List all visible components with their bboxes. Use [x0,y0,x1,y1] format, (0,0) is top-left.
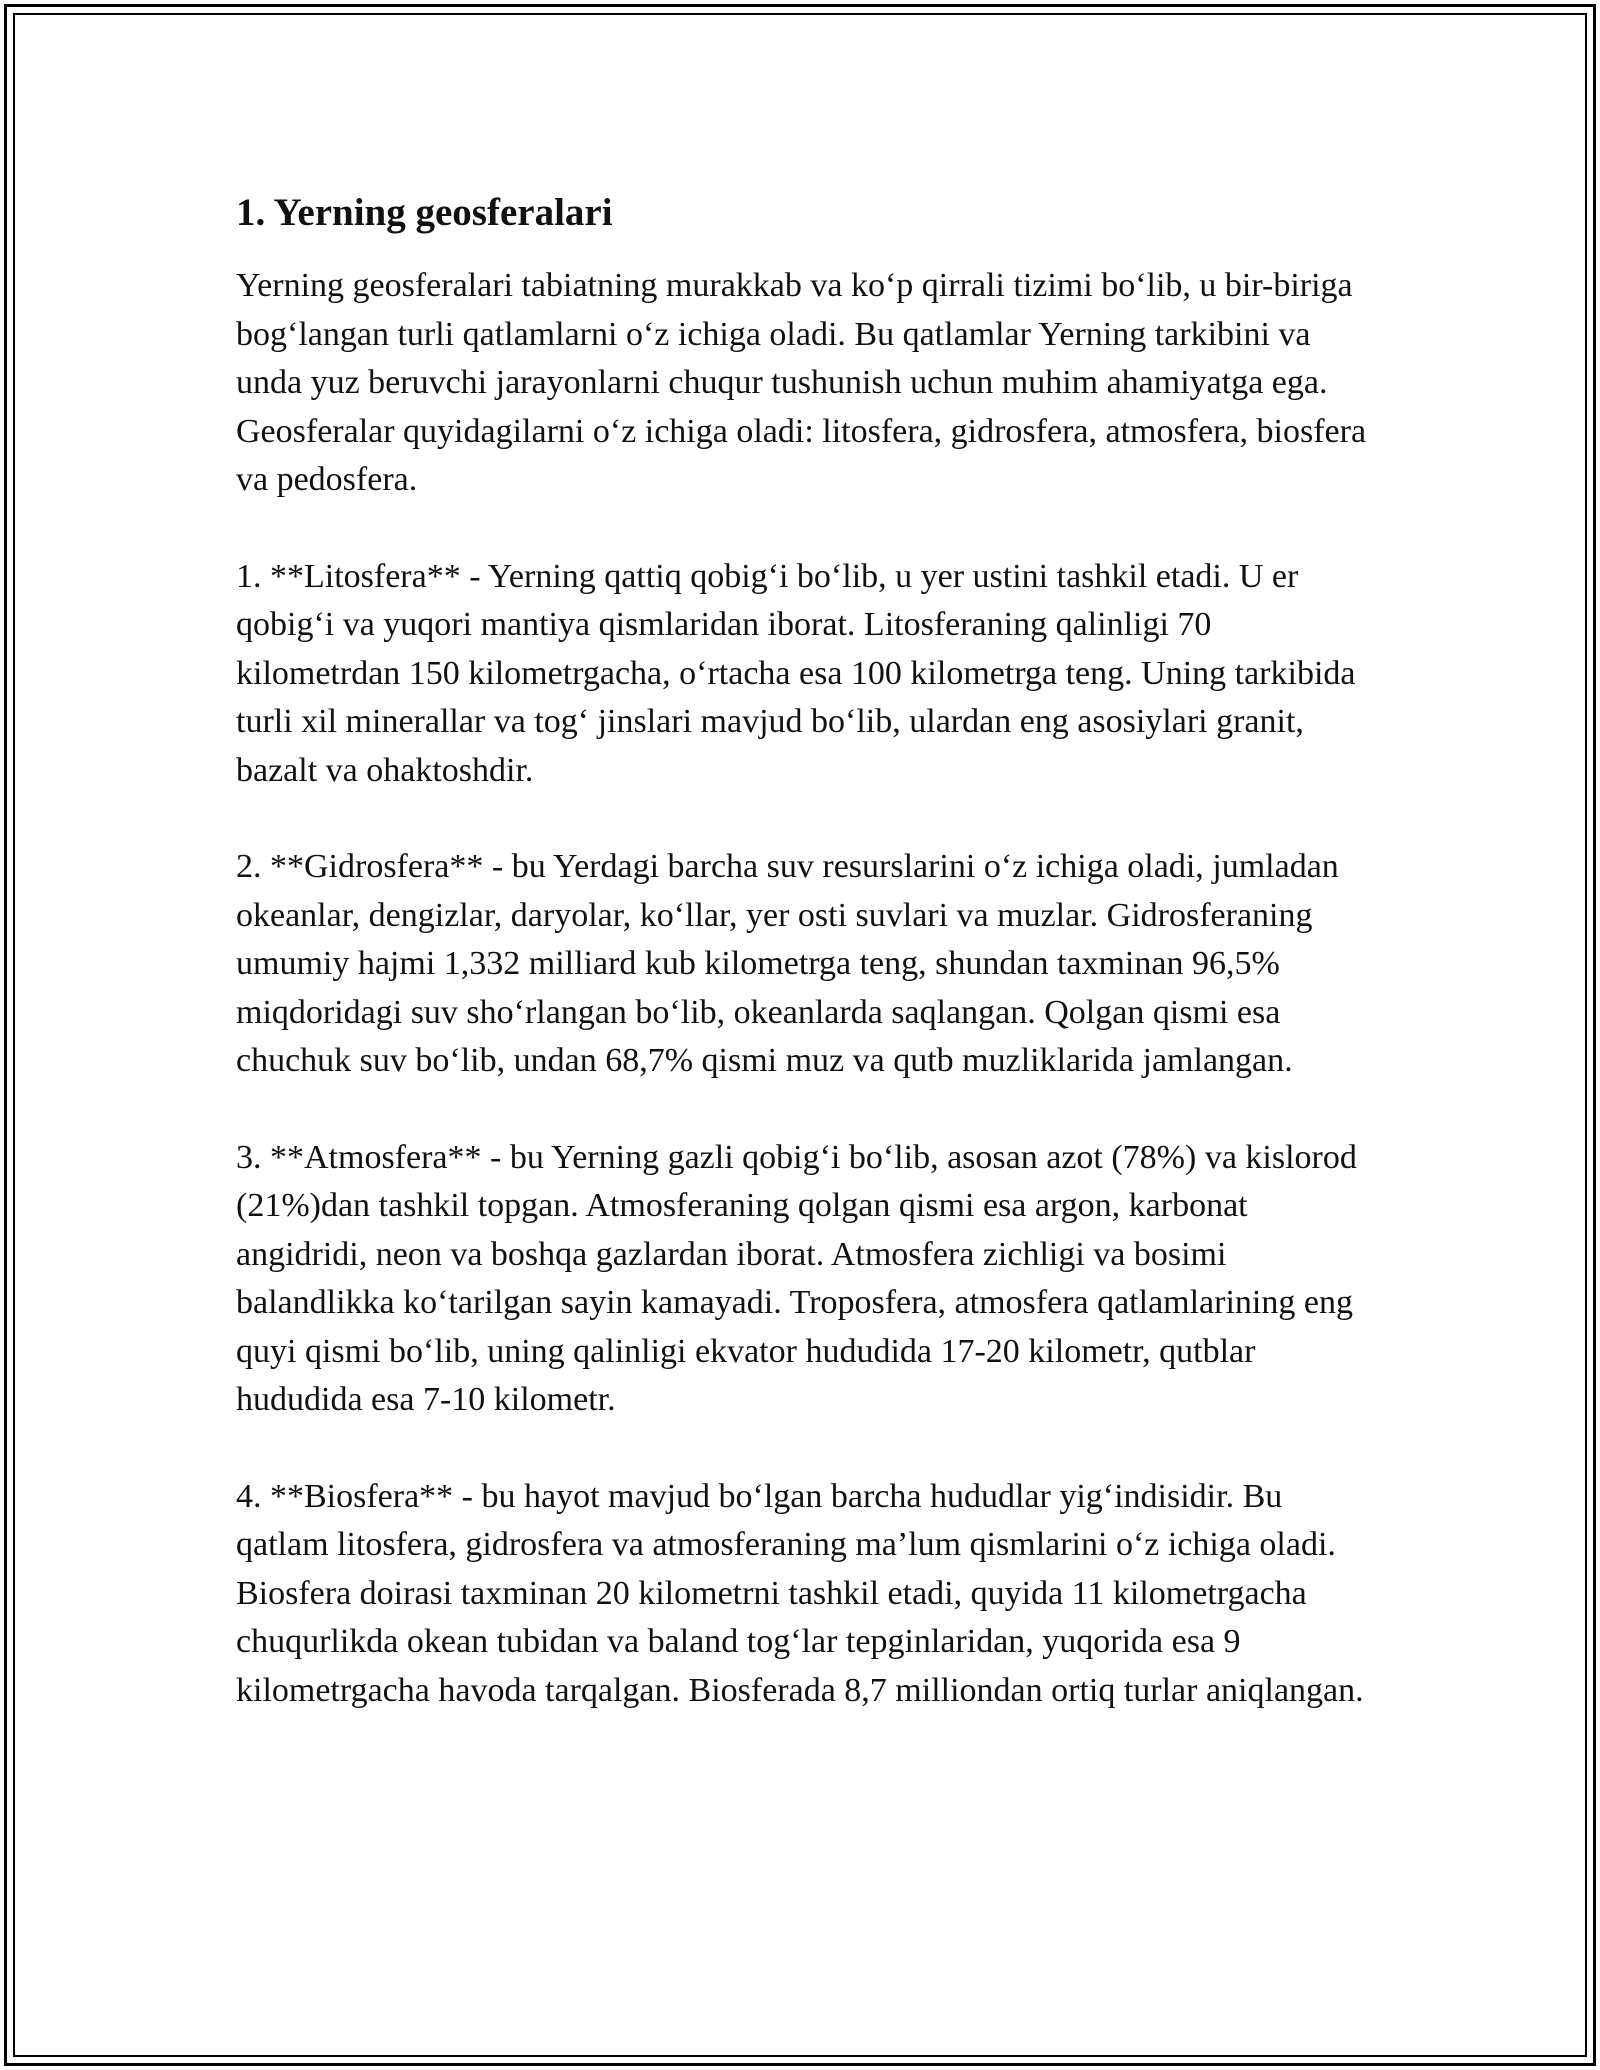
biosfera-paragraph: 4. **Biosfera** - bu hayot mavjud bo‘lgan barcha hududlar yig‘indisidir. Bu qatlam litosfera, gidrosfera va atmosferaning ma’lum qismlarini o‘z ichiga oladi. Biosfera doirasi taxminan 20 kilometrni tashkil etadi, quyida 11 kilometrgacha chuqurlikda okean tubidan va baland tog‘lar tepginlaridan, yuqorida esa 9 kilometrgacha havoda tarqalgan. Biosferada 8,7 milliondan ortiq turlar aniqlangan. [236,1477,1364,1709]
gidrosfera-paragraph: 2. **Gidrosfera** - bu Yerdagi barcha suv resurslarini o‘z ichiga oladi, jumladan okeanlar, dengizlar, daryolar, ko‘llar, yer osti suvlari va muzlar. Gidrosferaning umumiy hajmi 1,332 milliard kub kilometrga teng, shundan taxminan 96,5% miqdoridagi suv sho‘rlangan bo‘lib, okeanlarda saqlangan. Qolgan qismi esa chuchuk suv bo‘lib, undan 68,7% qismi muz va qutb muzliklarida jamlangan. [236,848,1339,1079]
document-body [236,186,1376,1763]
atmosfera-paragraph: 3. **Atmosfera** - bu Yerning gazli qobig‘i bo‘lib, asosan azot (78%) va kislorod (21%)dan tashkil topgan. Atmosferaning qolgan qismi esa argon, karbonat angidridi, neon va boshqa gazlardan iborat. Atmosfera zichligi va bosimi balandlikka ko‘tarilgan sayin kamayadi. Troposfera, atmosfera qatlamlarining eng quyi qismi bo‘lib, uning qalinligi ekvator hududida 17-20 kilometr, qutblar hududida esa 7-10 kilometr. [236,1138,1357,1418]
section-heading: 1. Yerning geosferalari [236,191,613,234]
litosfera-paragraph: 1. **Litosfera** - Yerning qattiq qobig‘i bo‘lib, u yer ustini tashkil etadi. U er qobig‘i va yuqori mantiya qismlaridan iborat. Litosferaning qalinligi 70 kilometrdan 150 kilometrgacha, o‘rtacha esa 100 kilometrga teng. Uning tarkibida turli xil minerallar va tog‘ jinslari mavjud bo‘lib, ulardan eng asosiylari granit, bazalt va ohaktoshdir. [236,557,1356,789]
intro-paragraph: Yerning geosferalari tabiatning murakkab va ko‘p qirrali tizimi bo‘lib, u bir-biriga bog‘langan turli qatlamlarni o‘z ichiga oladi. Bu qatlamlar Yerning tarkibini va unda yuz beruvchi jarayonlarni chuqur tushunish uchun muhim ahamiyatga ega. Geosferalar quyidagilarni o‘z ichiga oladi: litosfera, gidrosfera, atmosfera, biosfera va pedosfera. [236,267,1367,498]
